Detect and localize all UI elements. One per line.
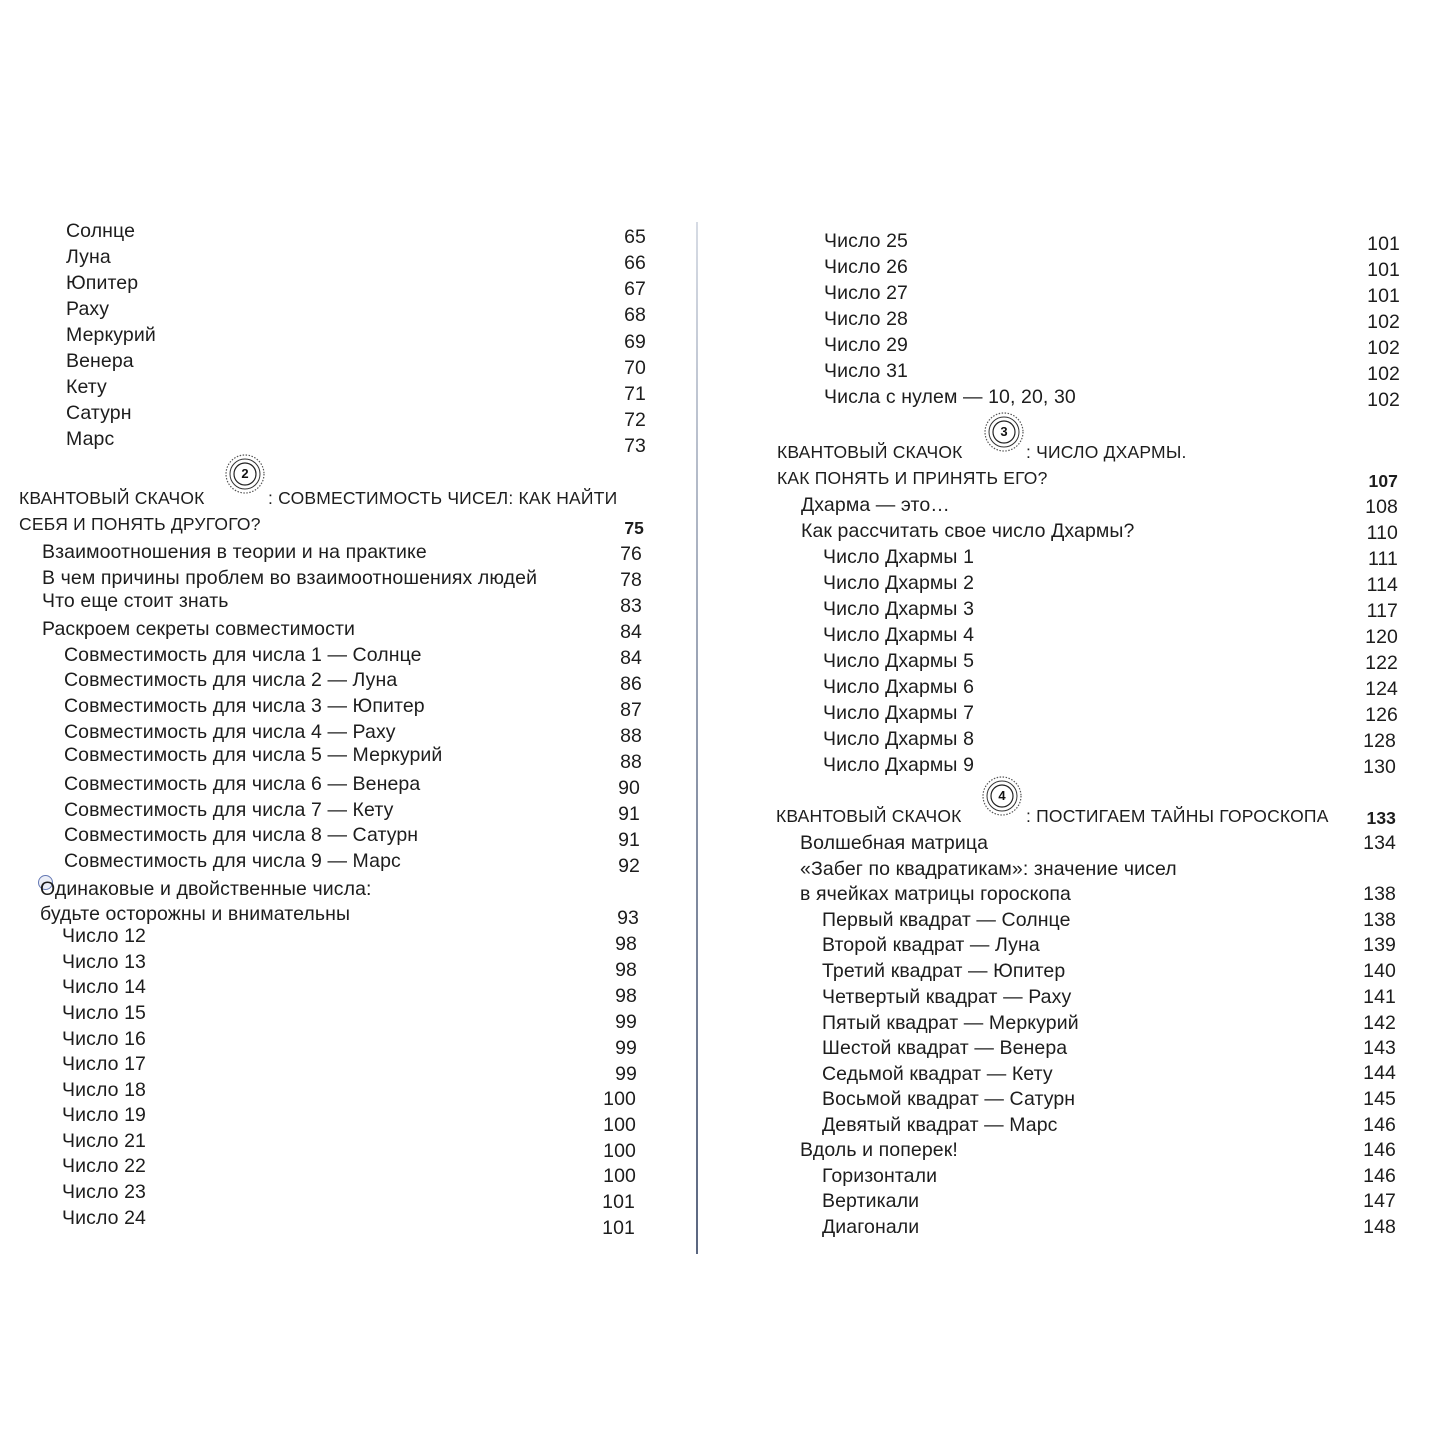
toc-item[interactable]: Шестой квадрат — Венера [822, 1037, 1068, 1059]
toc-page-number: 88 [620, 725, 642, 747]
chapter-title-line1[interactable]: : ЧИСЛО ДХАРМЫ. [1026, 442, 1187, 462]
page-spine-divider [696, 222, 698, 1254]
toc-page-number: 91 [618, 803, 640, 825]
toc-page-number: 114 [1366, 574, 1398, 596]
chapter-label: КВАНТОВЫЙ СКАЧОК [19, 488, 205, 508]
toc-page-number: 111 [1368, 548, 1398, 570]
toc-page-number: 102 [1367, 363, 1400, 385]
chapter-page-number: 107 [1368, 471, 1398, 491]
toc-item[interactable]: Числа с нулем — 10, 20, 30 [824, 386, 1076, 408]
toc-item[interactable]: в ячейках матрицы гороскопа [800, 883, 1071, 905]
toc-item[interactable]: Число Дхармы 6 [823, 676, 975, 698]
toc-page-number: 90 [618, 777, 640, 799]
toc-page-number: 141 [1363, 986, 1396, 1008]
toc-item[interactable]: Число Дхармы 8 [823, 728, 975, 750]
toc-page-number: 100 [603, 1088, 636, 1110]
toc-item[interactable]: Горизонтали [822, 1165, 938, 1187]
toc-page-number: 76 [620, 543, 642, 565]
toc-item[interactable]: Число Дхармы 4 [823, 624, 975, 646]
toc-item[interactable]: Число 18 [62, 1079, 146, 1101]
toc-item[interactable]: Число Дхармы 5 [823, 650, 975, 672]
toc-item[interactable]: Число 25 [824, 230, 908, 252]
chapter-badge-icon [984, 412, 1024, 452]
toc-page-number: 73 [624, 435, 646, 457]
chapter-badge-number: 4 [998, 788, 1006, 803]
chapter-page-number: 133 [1366, 808, 1396, 828]
toc-item[interactable]: Марс [66, 428, 115, 450]
toc-page-number: 100 [603, 1140, 636, 1162]
toc-page-number: 147 [1363, 1190, 1396, 1212]
toc-page-number: 101 [1367, 259, 1400, 281]
toc-page-number: 108 [1365, 496, 1398, 518]
toc-page-number: 98 [615, 933, 637, 955]
toc-page-number: 91 [618, 829, 640, 851]
toc-item[interactable]: Вдоль и поперек! [800, 1139, 958, 1161]
toc-item[interactable]: Число 27 [824, 282, 908, 304]
toc-item[interactable]: «Забег по квадратикам»: значение чисел [800, 858, 1177, 880]
toc-item[interactable]: Совместимость для числа 2 — Луна [64, 669, 398, 691]
toc-page-number: 88 [620, 751, 642, 773]
toc-item[interactable]: Юпитер [66, 272, 139, 294]
toc-page-number: 146 [1363, 1114, 1396, 1136]
toc-item[interactable]: Девятый квадрат — Марс [822, 1114, 1058, 1136]
toc-page-number: 146 [1363, 1165, 1396, 1187]
toc-item[interactable]: Совместимость для числа 9 — Марс [64, 850, 401, 872]
toc-item[interactable]: Восьмой квадрат — Сатурн [822, 1088, 1076, 1110]
toc-page-number: 126 [1365, 704, 1398, 726]
toc-item[interactable]: Второй квадрат — Луна [822, 934, 1040, 956]
chapter-title-line2[interactable]: КАК ПОНЯТЬ И ПРИНЯТЬ ЕГО? [777, 468, 1048, 488]
chapter-badge-icon [982, 776, 1022, 816]
toc-item[interactable]: Сатурн [66, 402, 132, 424]
toc-item[interactable]: Число 14 [62, 976, 146, 998]
toc-item[interactable]: Пятый квадрат — Меркурий [822, 1012, 1079, 1034]
toc-item[interactable]: Вертикали [822, 1190, 920, 1212]
toc-item[interactable]: Число 31 [824, 360, 908, 382]
toc-item[interactable]: Четвертый квадрат — Раху [822, 986, 1072, 1008]
toc-item[interactable]: Число 22 [62, 1155, 146, 1177]
toc-page-number: 134 [1363, 832, 1396, 854]
toc-page-number: 99 [615, 1011, 637, 1033]
toc-page-number: 93 [617, 907, 639, 929]
toc-page-number: 101 [1367, 285, 1400, 307]
toc-page-number: 124 [1365, 678, 1398, 700]
toc-item[interactable]: Число 23 [62, 1181, 146, 1203]
toc-page-number: 138 [1363, 909, 1396, 931]
toc-item[interactable]: Число 29 [824, 334, 908, 356]
chapter-page-number: 75 [624, 518, 644, 538]
toc-page-number: 146 [1363, 1139, 1396, 1161]
toc-item[interactable]: Кету [66, 376, 107, 398]
toc-item[interactable]: Первый квадрат — Солнце [822, 909, 1071, 931]
chapter-title-line2[interactable]: СЕБЯ И ПОНЯТЬ ДРУГОГО? [19, 514, 261, 534]
toc-page-number: 69 [624, 331, 646, 353]
toc-page-number: 144 [1363, 1062, 1396, 1084]
toc-page-number: 140 [1363, 960, 1396, 982]
toc-item[interactable]: Меркурий [66, 324, 156, 346]
toc-item[interactable]: Солнце [66, 220, 136, 242]
toc-item[interactable]: Совместимость для числа 6 — Венера [64, 773, 421, 795]
toc-page-number: 122 [1365, 652, 1398, 674]
chapter-label: КВАНТОВЫЙ СКАЧОК [776, 806, 962, 826]
toc-page-number: 148 [1363, 1216, 1396, 1238]
toc-page-number: 100 [603, 1114, 636, 1136]
toc-page-number: 142 [1363, 1012, 1396, 1034]
toc-page-number: 110 [1366, 522, 1398, 544]
toc-page-number: 98 [615, 985, 637, 1007]
toc-item[interactable]: Совместимость для числа 1 — Солнце [64, 644, 422, 666]
toc-page-number: 120 [1365, 626, 1398, 648]
toc-item[interactable]: Волшебная матрица [800, 832, 989, 854]
toc-page-number: 117 [1366, 600, 1398, 622]
toc-item[interactable]: Совместимость для числа 5 — Меркурий [64, 744, 443, 766]
toc-page-number: 92 [618, 855, 640, 877]
toc-item[interactable]: Число Дхармы 2 [823, 572, 975, 594]
toc-item[interactable]: Число 12 [62, 925, 146, 947]
chapter-title-line1[interactable]: : СОВМЕСТИМОСТЬ ЧИСЕЛ: КАК НАЙТИ [268, 488, 618, 508]
toc-item[interactable]: Число 16 [62, 1028, 146, 1050]
chapter-badge-number: 3 [1000, 424, 1008, 439]
toc-item[interactable]: Как рассчитать свое число Дхармы? [801, 520, 1135, 542]
toc-item[interactable]: Число 24 [62, 1207, 146, 1229]
toc-page-number: 86 [620, 673, 642, 695]
toc-page-number: 70 [624, 357, 646, 379]
toc-item[interactable]: В чем причины проблем во взаимоотношениях людей [42, 567, 538, 589]
toc-page-number: 67 [624, 278, 646, 300]
chapter-badge-number: 2 [241, 466, 249, 481]
toc-page-number: 145 [1363, 1088, 1396, 1110]
toc-item[interactable]: Взаимоотношения в теории и на практике [42, 541, 427, 563]
toc-item[interactable]: Совместимость для числа 4 — Раху [64, 721, 396, 743]
toc-item[interactable]: Совместимость для числа 8 — Сатурн [64, 824, 419, 846]
chapter-badge-icon [225, 454, 265, 494]
toc-item[interactable]: Число Дхармы 1 [823, 546, 975, 568]
toc-item[interactable]: Число 13 [62, 951, 146, 973]
toc-page-number: 98 [615, 959, 637, 981]
chapter-title-line1[interactable]: : ПОСТИГАЕМ ТАЙНЫ ГОРОСКОПА [1026, 806, 1329, 826]
toc-item[interactable]: Что еще стоит знать [42, 590, 229, 612]
toc-item[interactable]: Раскроем секреты совместимости [42, 618, 355, 640]
toc-page-number: 101 [1367, 233, 1400, 255]
toc-page-number: 78 [620, 569, 642, 591]
toc-item[interactable]: Совместимость для числа 7 — Кету [64, 799, 394, 821]
toc-item[interactable]: Раху [66, 298, 110, 320]
toc-page-number: 99 [615, 1037, 637, 1059]
toc-item[interactable]: будьте осторожны и внимательны [40, 903, 351, 925]
toc-page-number: 68 [624, 304, 646, 326]
toc-page-number: 128 [1363, 730, 1396, 752]
toc-page-number: 130 [1363, 756, 1396, 778]
toc-item[interactable]: Число 17 [62, 1053, 146, 1075]
toc-item[interactable]: Совместимость для числа 3 — Юпитер [64, 695, 425, 717]
toc-page-number: 83 [620, 595, 642, 617]
toc-page-number: 100 [603, 1165, 636, 1187]
toc-item[interactable]: Венера [66, 350, 134, 372]
toc-page-number: 87 [620, 699, 642, 721]
toc-page-number: 72 [624, 409, 646, 431]
toc-item[interactable]: Число Дхармы 3 [823, 598, 975, 620]
toc-page-number: 101 [602, 1217, 635, 1239]
toc-page-number: 84 [620, 621, 642, 643]
toc-item[interactable]: Диагонали [822, 1216, 920, 1238]
toc-page-number: 66 [624, 252, 646, 274]
toc-page-number: 84 [620, 647, 642, 669]
toc-item[interactable]: Число 15 [62, 1002, 146, 1024]
toc-item[interactable]: Число 28 [824, 308, 908, 330]
toc-item[interactable]: Третий квадрат — Юпитер [822, 960, 1066, 982]
toc-page-number: 99 [615, 1063, 637, 1085]
toc-item[interactable]: Одинаковые и двойственные числа: [40, 878, 372, 900]
toc-item[interactable]: Число 26 [824, 256, 908, 278]
toc-item[interactable]: Число Дхармы 9 [823, 754, 975, 776]
toc-item[interactable]: Седьмой квадрат — Кету [822, 1063, 1053, 1085]
toc-item[interactable]: Число 19 [62, 1104, 146, 1126]
toc-item[interactable]: Число 21 [62, 1130, 146, 1152]
toc-page-number: 143 [1363, 1037, 1396, 1059]
chapter-label: КВАНТОВЫЙ СКАЧОК [777, 442, 963, 462]
toc-page-number: 139 [1363, 934, 1396, 956]
toc-item[interactable]: Дхарма — это… [801, 494, 950, 516]
toc-item[interactable]: Луна [66, 246, 111, 268]
toc-page-number: 138 [1363, 883, 1396, 905]
toc-page-number: 101 [602, 1191, 635, 1213]
toc-page-number: 65 [624, 226, 646, 248]
toc-page-number: 102 [1367, 311, 1400, 333]
toc-page-number: 102 [1367, 337, 1400, 359]
toc-page-number: 102 [1367, 389, 1400, 411]
toc-page-number: 71 [624, 383, 646, 405]
toc-item[interactable]: Число Дхармы 7 [823, 702, 975, 724]
